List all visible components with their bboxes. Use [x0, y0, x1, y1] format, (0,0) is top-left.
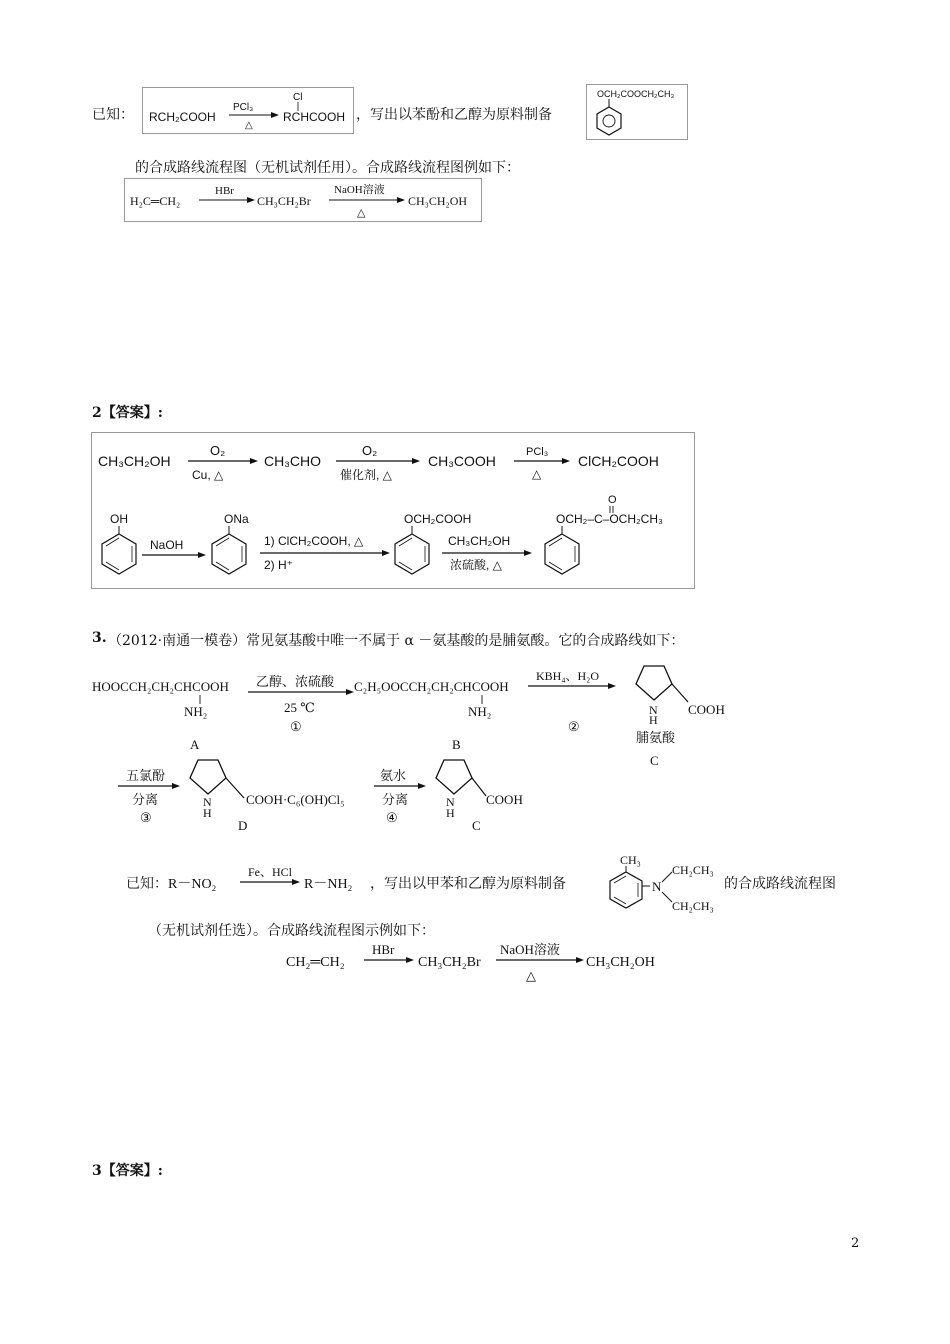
svg-text:HBr: HBr [372, 942, 395, 957]
svg-text:CH₃CH₂OH: CH₃CH₂OH [448, 534, 511, 548]
svg-text:ONa: ONa [224, 512, 249, 526]
svg-text:△: △ [357, 207, 366, 219]
question3-known-line [120, 848, 880, 928]
svg-text:N: N [649, 703, 658, 717]
reagent-top: PCl₃ [233, 102, 254, 113]
pyrrolidine-ring [636, 666, 672, 700]
known-text-b: 的合成路线流程图（无机试剂任用）。合成路线流程图例如下： [135, 160, 520, 176]
answer2-scheme-box [91, 432, 695, 589]
svg-text:25 ℃: 25 ℃ [284, 700, 315, 715]
svg-text:五氯酚: 五氯酚 [126, 768, 166, 783]
svg-text:N: N [652, 879, 662, 894]
svg-text:OCH₂COOH: OCH₂COOH [404, 512, 472, 526]
svg-text:CH₂CH₃: CH₂CH₃ [672, 899, 714, 913]
product: RCHCOOH [283, 110, 345, 124]
svg-text:CH₃CH₂Br: CH₃CH₂Br [257, 194, 311, 208]
reactant: RCH₂COOH [149, 110, 216, 124]
svg-text:④: ④ [386, 810, 398, 825]
question3-number: 3. [92, 630, 107, 646]
svg-text:，写出以甲苯和乙醇为原料制备: ，写出以甲苯和乙醇为原料制备 [370, 877, 566, 892]
svg-text:浓硫酸, △: 浓硫酸, △ [450, 558, 502, 572]
svg-text:OH: OH [110, 512, 128, 526]
product-sub: Cl [293, 92, 303, 103]
example-scheme [125, 179, 481, 221]
label-b: B [452, 737, 461, 752]
svg-text:OCH₂–C–OCH₂CH₃: OCH₂–C–OCH₂CH₃ [556, 512, 663, 526]
svg-text:CH₃CH₂OH: CH₃CH₂OH [586, 955, 655, 970]
svg-text:R－NH₂: R－NH₂ [304, 877, 353, 892]
svg-text:N: N [203, 795, 212, 809]
svg-text:的合成路线流程图: 的合成路线流程图 [724, 877, 836, 892]
reagent-bottom: △ [245, 120, 253, 131]
svg-text:COOH: COOH [688, 702, 725, 717]
example-scheme-box [124, 178, 482, 222]
label-c2: C [472, 818, 481, 833]
svg-text:③: ③ [140, 810, 152, 825]
question3-line2: （无机试剂任选）。合成路线流程图示例如下： [148, 923, 435, 939]
svg-text:△: △ [526, 968, 536, 983]
known-reaction-scheme [143, 88, 353, 133]
svg-text:CH₃CH₂OH: CH₃CH₂OH [408, 194, 468, 208]
benzene-ring [597, 107, 621, 135]
arrow-head [271, 112, 279, 118]
compound-d: COOH·C₆(OH)Cl₅ [246, 792, 345, 807]
compound-b: C₂H₅OOCCH₂CH₂CHCOOH [354, 679, 509, 694]
svg-text:O₂: O₂ [362, 443, 378, 458]
answer2-scheme [92, 433, 694, 588]
svg-text:CH₃CHO: CH₃CHO [264, 453, 322, 469]
compound-a: HOOCCH₂CH₂CHCOOH [92, 679, 229, 694]
svg-text:PCl₃: PCl₃ [526, 446, 549, 458]
target-molecule [587, 85, 687, 139]
page-number: 2 [851, 1236, 860, 1251]
svg-text:O₂: O₂ [210, 443, 226, 458]
svg-text:NH₂: NH₂ [184, 704, 208, 719]
label-d: D [238, 818, 248, 833]
svg-text:NH₂: NH₂ [468, 704, 492, 719]
svg-text:催化剂, △: 催化剂, △ [340, 468, 392, 482]
svg-text:乙醇、浓硫酸: 乙醇、浓硫酸 [256, 674, 335, 689]
target-molecule-box [586, 84, 688, 140]
svg-text:Fe、HCl: Fe、HCl [248, 865, 293, 879]
svg-text:分离: 分离 [132, 792, 159, 807]
known-lead: 已知： [92, 107, 134, 123]
label-c: C [650, 753, 659, 768]
svg-text:KBH₄、H₂O: KBH₄、H₂O [536, 669, 600, 683]
svg-text:分离: 分离 [382, 792, 409, 807]
svg-text:Cu, △: Cu, △ [192, 468, 224, 482]
svg-text:NaOH: NaOH [150, 538, 184, 552]
svg-text:H: H [203, 806, 212, 820]
svg-text:CH₃COOH: CH₃COOH [428, 453, 496, 469]
label-a: A [190, 737, 200, 752]
svg-text:②: ② [568, 719, 580, 734]
svg-text:NaOH溶液: NaOH溶液 [334, 184, 385, 196]
question3-intro: （2012·南通一模卷）常见氨基酸中唯一不属于 α －氨基酸的是脯氨酸。它的合成路线如下： [108, 633, 685, 649]
known-text-a: ，写出以苯酚和乙醇为原料制备 [356, 107, 552, 123]
svg-text:ClCH₂COOH: ClCH₂COOH [578, 453, 659, 469]
svg-text:氨水: 氨水 [380, 768, 407, 783]
svg-text:H: H [446, 806, 455, 820]
svg-text:NaOH溶液: NaOH溶液 [500, 942, 560, 957]
proline-synthesis-scheme [88, 662, 848, 842]
known-reaction-box [142, 87, 354, 134]
svg-text:H₂C═CH₂: H₂C═CH₂ [130, 194, 181, 208]
svg-text:1) ClCH₂COOH, △: 1) ClCH₂COOH, △ [264, 534, 364, 548]
target-substituent: OCH₂COOCH₂CH₃ [597, 89, 675, 99]
svg-text:CH₃CH₂Br: CH₃CH₂Br [418, 955, 481, 970]
svg-text:CH₂CH₃: CH₂CH₃ [672, 863, 714, 877]
svg-text:2) H⁺: 2) H⁺ [264, 558, 294, 572]
answer2-heading: 2【答案】: [92, 405, 163, 421]
question3-example-scheme [282, 936, 702, 986]
svg-text:O: O [608, 494, 617, 506]
svg-text:已知：R－NO₂: 已知：R－NO₂ [126, 877, 217, 892]
svg-text:CH₃CH₂OH: CH₃CH₂OH [98, 453, 171, 469]
svg-text:CH₃: CH₃ [620, 853, 641, 867]
proline-name: 脯氨酸 [636, 730, 676, 745]
svg-text:①: ① [290, 719, 302, 734]
svg-text:COOH: COOH [486, 792, 523, 807]
answer3-heading: 3【答案】: [92, 1163, 163, 1179]
svg-text:HBr: HBr [215, 185, 234, 197]
svg-text:N: N [446, 795, 455, 809]
svg-text:△: △ [532, 467, 542, 481]
svg-text:H: H [649, 713, 658, 727]
svg-text:CH₂═CH₂: CH₂═CH₂ [286, 955, 345, 970]
